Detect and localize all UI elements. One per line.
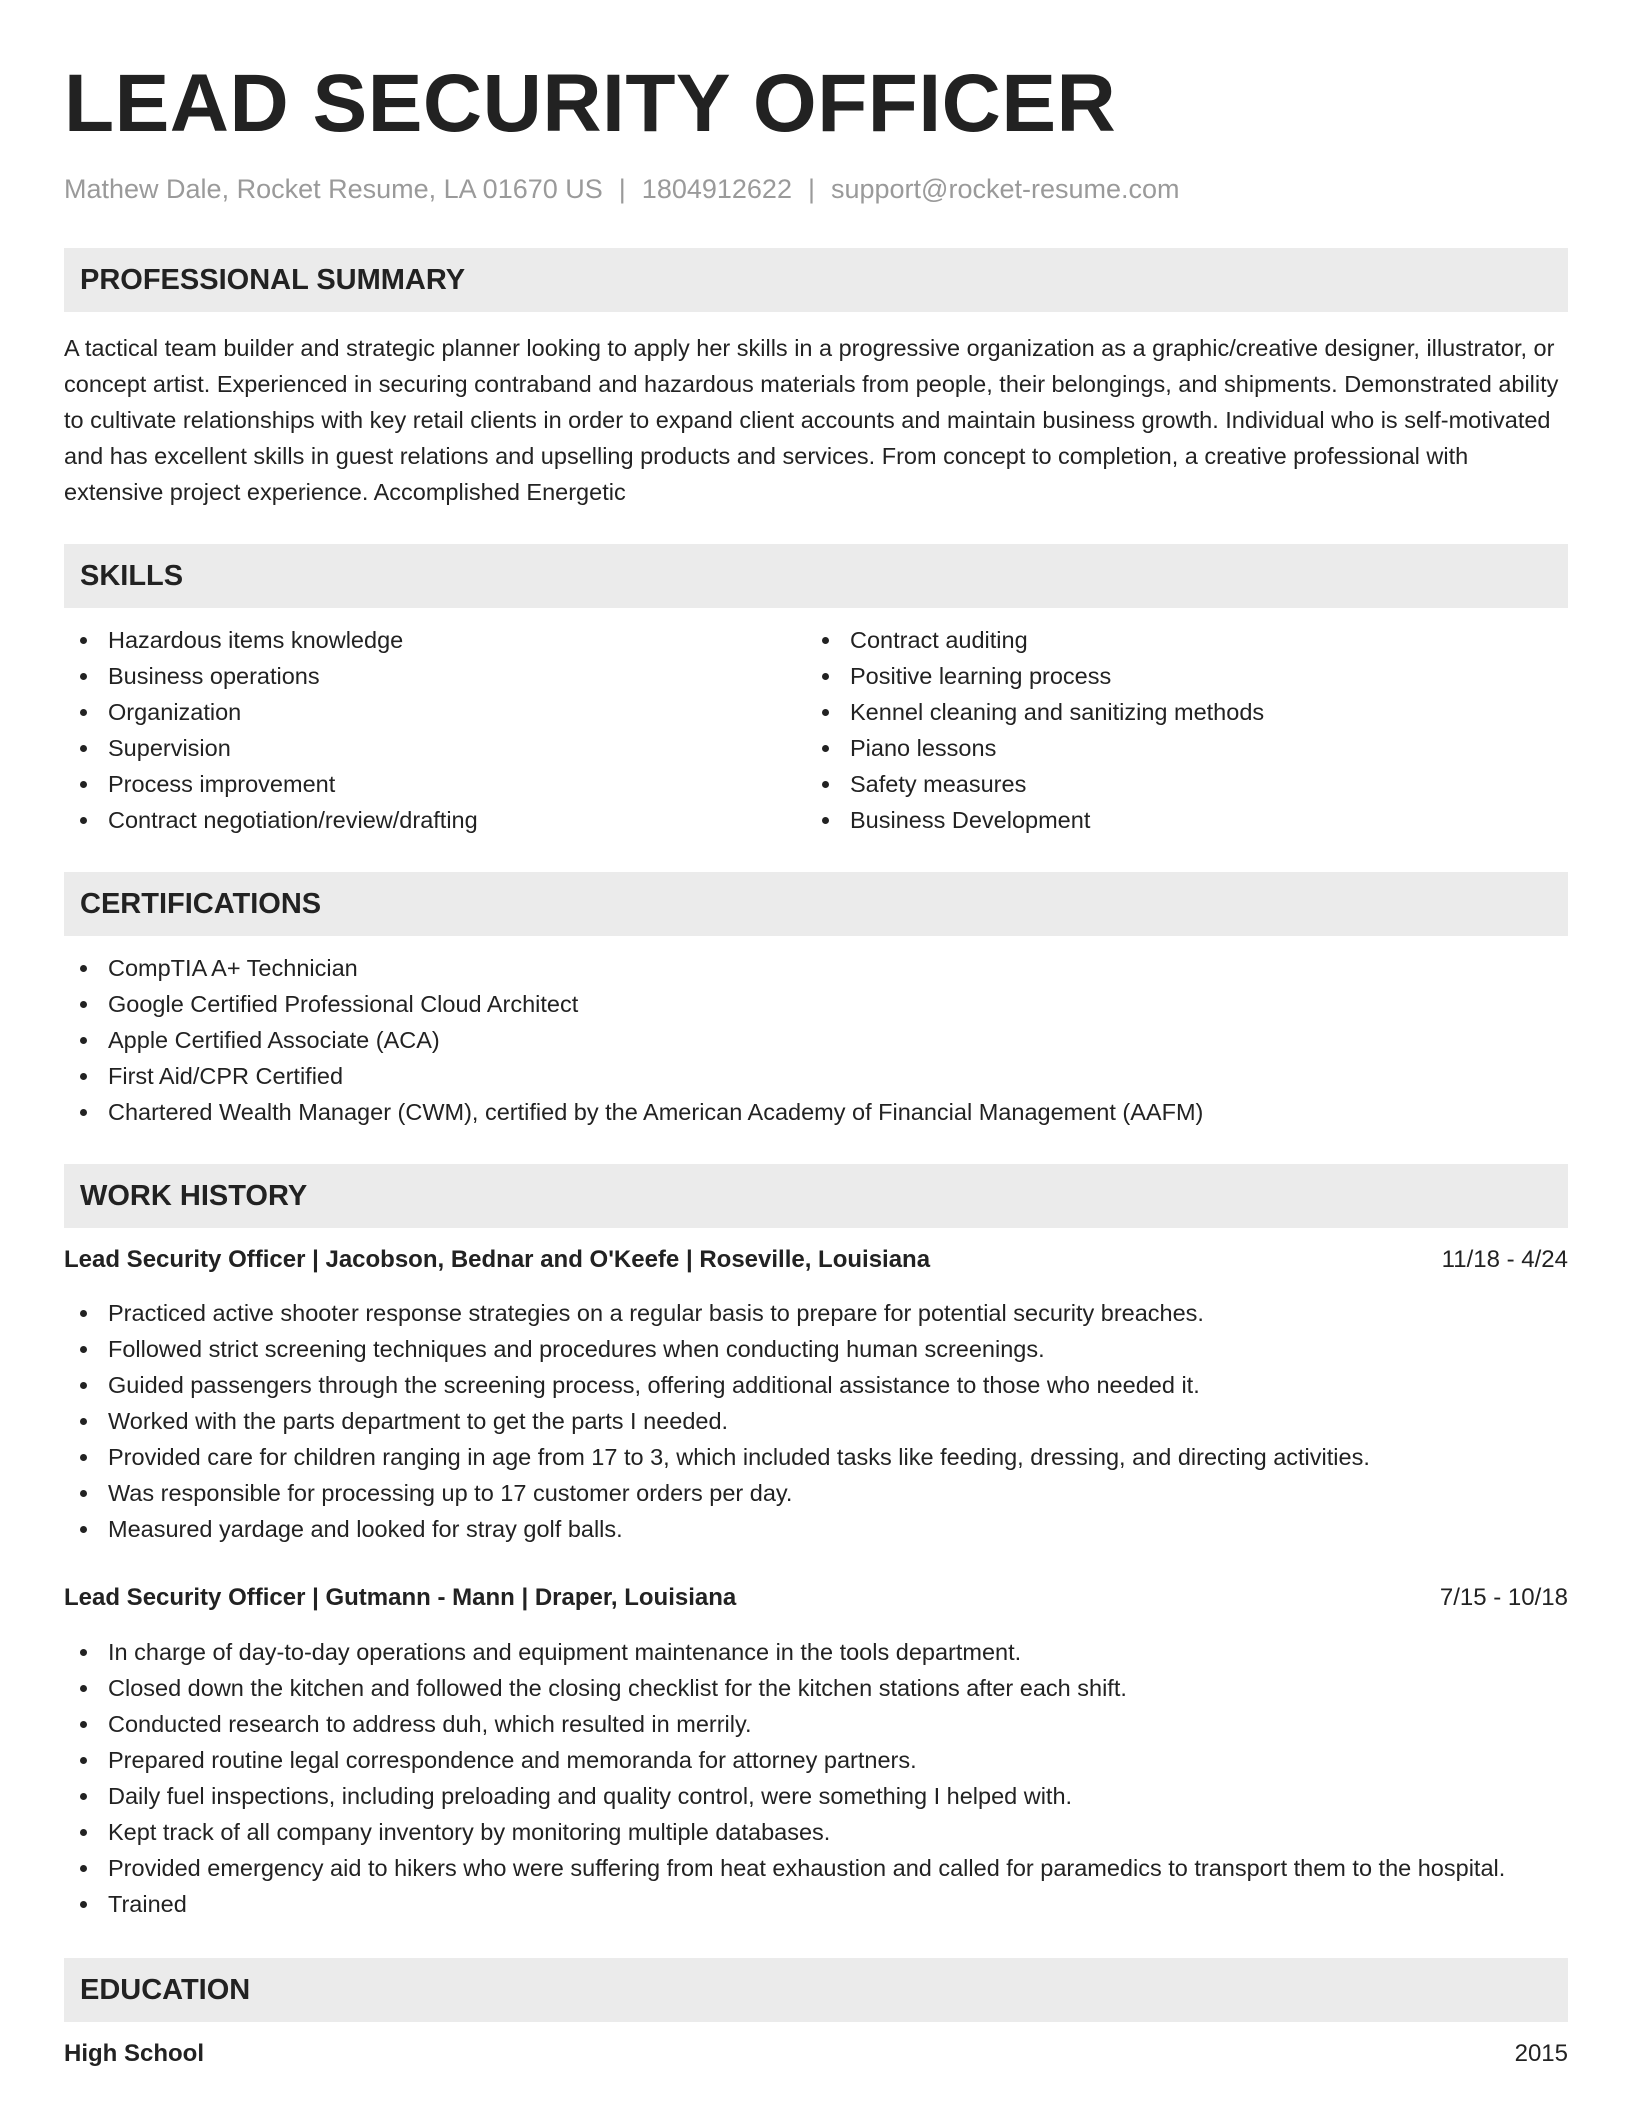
contact-phone: 1804912622 (641, 174, 792, 204)
job-dates: 7/15 - 10/18 (1439, 1584, 1568, 1611)
certification-item: CompTIA A+ Technician (64, 950, 1568, 986)
certification-item: First Aid/CPR Certified (64, 1058, 1568, 1094)
job-duty: Guided passengers through the screening process, offering additional assistance to those who needed it. (64, 1367, 1568, 1403)
contact-separator: | (807, 174, 815, 204)
job-title: Lead Security Officer | Jacobson, Bednar and O'Keefe | Roseville, Louisiana (64, 1246, 931, 1273)
job-duty: Closed down the kitchen and followed the closing checklist for the kitchen stations after each shift. (64, 1670, 1568, 1706)
section-header-summary: PROFESSIONAL SUMMARY (64, 248, 1568, 312)
contact-separator: | (618, 174, 626, 204)
skill-item: Piano lessons (806, 730, 1548, 766)
skills-column-left (64, 622, 806, 838)
skill-item: Hazardous items knowledge (64, 622, 806, 658)
skill-item: Safety measures (806, 766, 1548, 802)
job-duty: Followed strict screening techniques and procedures when conducting human screenings. (64, 1331, 1568, 1367)
skills-list (64, 622, 1568, 838)
certification-item: Google Certified Professional Cloud Architect (64, 986, 1568, 1022)
section-header-certifications: CERTIFICATIONS (64, 872, 1568, 936)
section-header-skills: SKILLS (64, 544, 1568, 608)
job-duty: Provided care for children ranging in age from 17 to 3, which included tasks like feeding, dressing, and directing activities. (64, 1439, 1568, 1475)
job-duty: In charge of day-to-day operations and equipment maintenance in the tools department. (64, 1634, 1568, 1670)
job-duty: Kept track of all company inventory by monitoring multiple databases. (64, 1814, 1568, 1850)
certification-item: Apple Certified Associate (ACA) (64, 1022, 1568, 1058)
job-duty: Worked with the parts department to get the parts I needed. (64, 1403, 1568, 1439)
job-duty: Was responsible for processing up to 17 customer orders per day. (64, 1475, 1568, 1511)
contact-email: support@rocket-resume.com (830, 174, 1180, 204)
summary-text: A tactical team builder and strategic planner looking to apply her skills in a progressive organization as a graphic/creative designer, illustrator, or concept artist. Experienced in securing contraband and hazardous materials from people, their belongings, and shipments. Demonstrated ability to cultivate relationships with key retail clients in order to expand client accounts and maintain business growth. Individual who is self-motivated and has excellent skills in guest relations and upselling products and services. From concept to completion, a creative professional with extensive project experience. Accomplished Energetic (64, 335, 1559, 505)
section-header-education: EDUCATION (64, 1958, 1568, 2022)
section-header-work-history: WORK HISTORY (64, 1164, 1568, 1228)
education-year: 2015 (1514, 2040, 1568, 2067)
skill-item: Business operations (64, 658, 806, 694)
contact-line (64, 172, 1568, 206)
job-duties-list (64, 1295, 1568, 1547)
certifications-list (64, 950, 1568, 1130)
certification-item: Chartered Wealth Manager (CWM), certified by the American Academy of Financial Management (AAFM) (64, 1094, 1568, 1130)
job-duty: Provided emergency aid to hikers who were suffering from heat exhaustion and called for paramedics to transport them to the hospital. (64, 1850, 1568, 1886)
education-entry (64, 2036, 1568, 2072)
skills-column-right (806, 622, 1548, 838)
job-header (64, 1242, 1568, 1278)
job-duty: Measured yardage and looked for stray golf balls. (64, 1511, 1568, 1547)
resume-title: LEAD SECURITY OFFICER (64, 58, 1117, 149)
education-school: High School (64, 2040, 204, 2067)
skill-item: Contract auditing (806, 622, 1548, 658)
skill-item: Contract negotiation/review/drafting (64, 802, 806, 838)
skill-item: Positive learning process (806, 658, 1548, 694)
skill-item: Business Development (806, 802, 1548, 838)
job-duty: Conducted research to address duh, which resulted in merrily. (64, 1706, 1568, 1742)
skill-item: Kennel cleaning and sanitizing methods (806, 694, 1548, 730)
contact-address: Mathew Dale, Rocket Resume, LA 01670 US (64, 174, 603, 204)
job-duty: Daily fuel inspections, including preloading and quality control, were something I helped with. (64, 1778, 1568, 1814)
job-duty: Trained (64, 1886, 1568, 1922)
resume-page (64, 0, 1568, 2072)
job-duty: Practiced active shooter response strategies on a regular basis to prepare for potential security breaches. (64, 1295, 1568, 1331)
job-duty: Prepared routine legal correspondence and memoranda for attorney partners. (64, 1742, 1568, 1778)
skill-item: Supervision (64, 730, 806, 766)
skill-item: Organization (64, 694, 806, 730)
skill-item: Process improvement (64, 766, 806, 802)
job-duties-list (64, 1634, 1568, 1922)
job-header (64, 1580, 1568, 1616)
job-title: Lead Security Officer | Gutmann - Mann | Draper, Louisiana (64, 1584, 737, 1611)
job-dates: 11/18 - 4/24 (1441, 1246, 1568, 1273)
